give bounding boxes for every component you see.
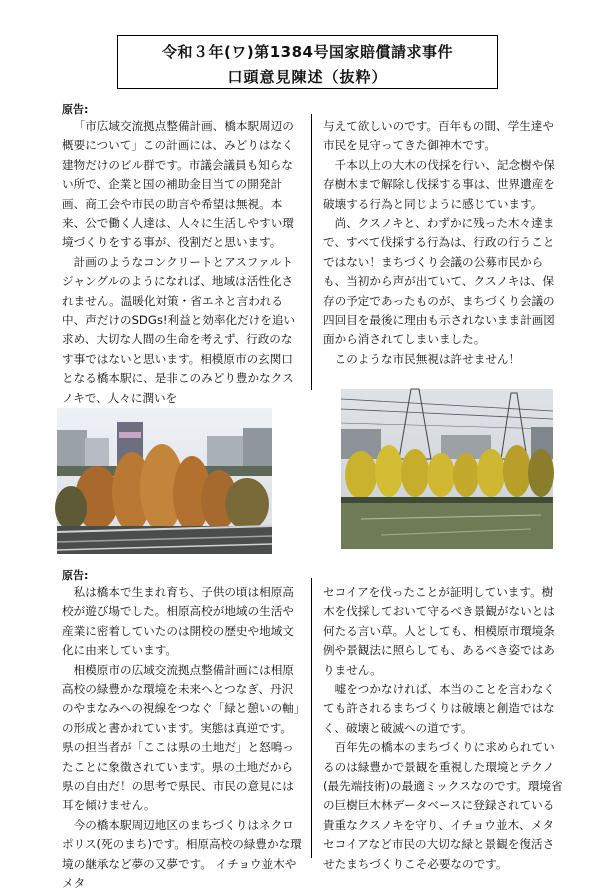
ginkgo-avenue-photo-image bbox=[341, 389, 553, 549]
section1-left-paragraph-1: 「市広域交流拠点整備計画、橋本駅周辺の概要について」この計画には、みどりはなく建物だけのビル群です。市議会議員も知らない所で、企業と国の補助金目当ての開発計画、商工会や市民の助言や希望は無視。本来、公で働く人達は、人々に生活しやすい環境づくりをする事が、役割だと思います。 bbox=[62, 119, 294, 250]
section1-right-paragraph-2: 千本以上の大木の伐採を行い、記念樹や保存樹木まで解除し伐採する事は、世界遺産を破壊する行為と同じように感じています。 bbox=[323, 157, 555, 211]
section2-left-paragraph-1: 私は橋本で生まれ育ち、子供の頃は相原高校が遊び場でした。相原高校が地域の生活や産業に密着していたのは開校の歴史や地域文化に由来しています。 bbox=[62, 585, 294, 658]
section1-left-column bbox=[62, 117, 302, 405]
section1-right-paragraph-1: 与えて欲しいのです。百年もの間、学生達や市民を見守ってきた御神木です。 bbox=[323, 119, 554, 153]
column-divider-1 bbox=[311, 114, 312, 390]
section2-right-paragraph-3: 百年先の橋本のまちづくりに求められているのは緑豊かで景観を重視した環境とテクノ(最先端技術)の最適ミックスなのです。環境省の巨樹巨木林データベースに登録されている貴重なクスノキを守り、イチョウ並木、メタセコイアなど市民の大切な緑と景観を復活させたまちづくりこそ必要なのです。 bbox=[323, 740, 563, 871]
section1-right-paragraph-3: 尚、クスノキと、わずかに残った木々達まで、すべて伐採する行為は、行政の行うことではない！まちづくり会議の公募市民からも、当初から声が出ていて、クスノキは、保存の予定であったものが、まちづくり会議の四回目を最後に理由も示されないまま計画図面から消されてしまいました。 bbox=[323, 216, 555, 347]
section1-right-paragraph-4: このような市民無視は許せません！ bbox=[334, 351, 521, 366]
section2-right-column bbox=[323, 583, 563, 871]
camphor-tree-photo bbox=[57, 408, 272, 554]
section2-left-column bbox=[62, 583, 302, 891]
section2-label: 原告: bbox=[62, 569, 89, 582]
section2-right-paragraph-2: 嘘をつかなければ、本当のことを言わなくても許されるまちづくりは破壊と創造ではなく、破壊と破滅への道です。 bbox=[323, 682, 555, 735]
ginkgo-avenue-photo bbox=[341, 389, 553, 549]
camphor-tree-photo-image bbox=[57, 408, 272, 554]
section2-left-paragraph-3: 今の橋本駅周辺地区のまちづくりはネクロポリス(死のまち)です。相原高校の緑豊かな環境の継承など夢の又夢です。 イチョウ並木やメタ bbox=[62, 817, 302, 891]
title-box bbox=[117, 35, 498, 89]
section2-right-paragraph-1: セコイアを伐ったことが証明しています。樹木を伐採しておいて守るべき景観がないとは何たる言い草。人としても、相模原市環境条例や景観法に照らしても、あるべき姿ではありません。 bbox=[323, 585, 555, 677]
column-divider-2 bbox=[311, 578, 312, 858]
document-subtitle: 口頭意見陳述（抜粋） bbox=[227, 68, 388, 86]
document-title: 令和３年(ワ)第1384号国家賠償請求事件 bbox=[162, 43, 453, 61]
section1-right-column bbox=[323, 117, 563, 389]
section1-label: 原告: bbox=[62, 103, 89, 116]
section2-left-paragraph-2: 相模原市の広域交流拠点整備計画には相原高校の緑豊かな環境を未来へとつなぎ、丹沢のやまなみへの視線をつなぐ「緑と憩いの軸」の形成と書かれています。実態は真逆です。県の担当者が「ここは県の土地だ」と怒鳴ったことに象徴されています。県の土地だから県の自由だ！の思考で県民、市民の意見には耳を傾けません。 bbox=[62, 662, 300, 813]
section1-left-paragraph-2: 計画のようなコンクリートとアスファルトジャングルのようになれば、地域は活性化されません。温暖化対策・省エネと言われる中、声だけのSDGs!利益と効率化だけを追い求め、大切な人間の生命を考えず、行政のなす事ではないと思います。相模原市の玄関口となる橋本駅に、是非このみどり豊かなクスノキで、人々に潤いを bbox=[62, 254, 296, 405]
